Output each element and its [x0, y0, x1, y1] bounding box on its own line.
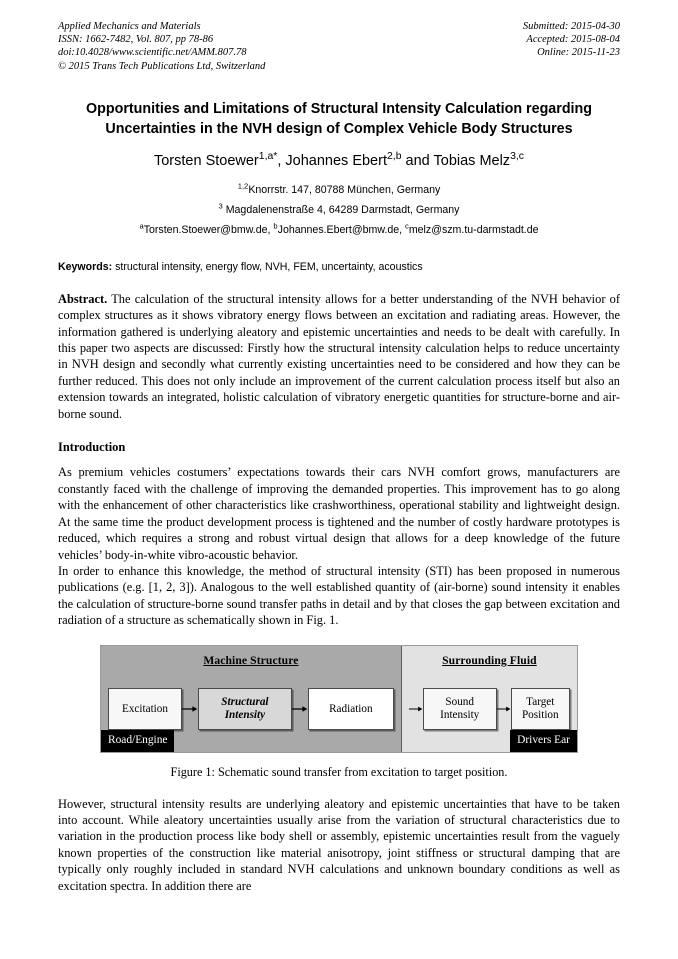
journal-doi: doi:10.4028/www.scientific.net/AMM.807.78	[58, 47, 247, 59]
figure-1	[58, 645, 620, 753]
node-target-position-line1: Target	[526, 696, 555, 709]
affiliation-1-text: Knorrstr. 147, 80788 München, Germany	[248, 183, 441, 196]
diagram-panel-machine-structure	[101, 646, 402, 752]
arrow-structural-intensity-to-radiation	[292, 703, 308, 715]
journal-copyright: © 2015 Trans Tech Publications Ltd, Switzerland	[58, 60, 266, 72]
node-sound-intensity[interactable]	[423, 688, 497, 730]
journal-header-right	[523, 20, 620, 60]
node-structural-intensity-line2: Intensity	[224, 709, 266, 722]
node-sound-intensity-line2: Intensity	[440, 709, 480, 722]
diagram-panel-surrounding-fluid	[402, 646, 577, 752]
email-1-superscript: a	[139, 221, 144, 231]
affiliation-2-superscript: 3	[218, 201, 223, 211]
abstract-text: The calculation of the structural intensity allows for a better understanding of the NVH behavior of complex structures as it shows vibratory energy flows between an excitation and radiating areas. However, the information gathered is underlying aleatory and epistemic uncertainties and needs to be dealt with carefully. In this paper two aspects are discussed: Firstly how the structural intensity calculation helps to reduce uncertainty in NVH design and secondly what currently existing uncertainties need to be considered and how they can be further reduced. This does not only include an improvement of the current calculation process itself but also an extension towards an integrated, holistic calculation of vibratory energetic quantities for structure-borne and air-borne sound.	[58, 291, 620, 421]
intro-paragraph-3: However, structural intensity results are underlying aleatory and epistemic uncertainties that have to be taken into account. While aleatory uncertainties usually arise from the variation of structural characteristics due to variation in the production process like body shell or assembly, epistemic uncertainties result from the vaguely known properties of the construction like material anisotropy, joint stiffness or structural damping that are typically only roughly included in standard NVH calculations and unknown boundary conditions as well as excitation spectra. In addition there are	[58, 796, 620, 893]
section-heading-introduction: Introduction	[58, 440, 126, 455]
arrow-right-icon	[409, 703, 423, 715]
node-structural-intensity[interactable]	[198, 688, 292, 730]
affiliation-1-superscript: 1,2	[237, 181, 249, 191]
intro-paragraph-2: In order to enhance this knowledge, the method of structural intensity (STI) has been proposed in numerous publications (e.g. [1, 2, 3]). Analogous to the well established quantity of (air-borne) sound intensity it enables the calculation of structure-borne sound transfer paths in detail and by that closes the gap between excitation and radiation of a structure as schematically shown in Fig. 1.	[58, 563, 620, 628]
journal-name: Applied Mechanics and Materials	[58, 21, 201, 32]
panel-title-surrounding-fluid: Surrounding Fluid	[442, 653, 537, 667]
node-excitation[interactable]	[108, 688, 182, 730]
affiliation-1	[58, 180, 620, 200]
keywords-label: Keywords:	[58, 260, 113, 273]
arrow-right-icon	[497, 703, 511, 715]
affiliation-2	[58, 200, 620, 220]
node-excitation-label: Excitation	[122, 702, 168, 715]
node-sound-intensity-label	[440, 696, 479, 722]
node-structural-intensity-label	[221, 696, 268, 722]
author-separator-2: and	[401, 152, 434, 169]
author-3-superscript: 3,c	[510, 150, 524, 162]
keywords-line	[58, 260, 620, 274]
journal-header-left	[58, 20, 265, 73]
email-2-superscript: b	[273, 221, 278, 231]
node-radiation-label: Radiation	[329, 702, 373, 715]
page-title: Opportunities and Limitations of Structural Intensity Calculation regarding Uncertainties in the NVH design of Complex Vehicle Body Structures	[86, 100, 592, 137]
figure-1-caption: Figure 1: Schematic sound transfer from excitation to target position.	[170, 764, 508, 779]
author-1-name: Torsten Stoewer	[153, 152, 259, 169]
arrow-sound-intensity-to-target-position	[497, 703, 511, 715]
online-date: Online: 2015-11-23	[537, 47, 620, 59]
node-radiation[interactable]	[308, 688, 394, 730]
email-2[interactable]: Johannes.Ebert@bmw.de,	[277, 223, 406, 236]
arrow-excitation-to-structural-intensity	[182, 703, 198, 715]
corresponding-author-marker: *	[273, 150, 278, 162]
schematic-diagram	[100, 645, 578, 753]
journal-header	[58, 20, 620, 73]
author-3-name: Tobias Melz	[433, 152, 511, 169]
node-structural-intensity-line1: Structural	[221, 696, 269, 709]
arrow-right-icon	[182, 703, 198, 715]
node-target-position-label	[522, 696, 559, 722]
email-1[interactable]: Torsten.Stoewer@bmw.de,	[143, 223, 274, 236]
author-2-superscript: 2,b	[386, 150, 402, 162]
author-list	[58, 151, 620, 171]
node-target-position[interactable]	[511, 688, 570, 730]
arrow-right-icon	[292, 703, 308, 715]
affiliation-2-text: Magdalenenstraße 4, 64289 Darmstadt, Germany	[222, 203, 460, 216]
abstract-paragraph	[58, 291, 620, 422]
author-separator-1: ,	[277, 152, 286, 169]
panel-title-machine-structure: Machine Structure	[203, 653, 299, 667]
author-1-superscript: 1,a	[258, 150, 274, 162]
email-3-superscript: c	[405, 221, 409, 231]
keywords-value: structural intensity, energy flow, NVH, FEM, uncertainty, acoustics	[112, 260, 423, 273]
node-sound-intensity-line1: Sound	[445, 696, 474, 709]
tag-drivers-ear: Drivers Ear	[510, 730, 577, 752]
author-emails	[58, 220, 620, 240]
tag-road-engine: Road/Engine	[101, 730, 174, 752]
arrow-radiation-to-sound-intensity	[409, 703, 423, 715]
node-target-position-line2: Position	[521, 709, 559, 722]
submitted-date: Submitted: 2015-04-30	[522, 21, 620, 32]
intro-paragraph-1: As premium vehicles costumers’ expectations towards their cars NVH comfort grows, manufacturers are constantly faced with the challenge of improving the demanded properties. This improvement has to go along with the enhancement of other characteristics like crashworthiness, operational stability and lightweight design. At the same time the product development process is tightened and the number of costly hardware prototypes is reduced, which requires a strong and robust virtual design that allows for a deep knowledge of the future vehicles’ body-in-white vibro-acoustic behavior.	[58, 465, 620, 562]
journal-issn-volume: ISSN: 1662-7482, Vol. 807, pp 78-86	[58, 34, 214, 46]
author-2-name: Johannes Ebert	[285, 152, 387, 169]
abstract-label: Abstract.	[58, 291, 108, 306]
email-3[interactable]: melz@szm.tu-darmstadt.de	[408, 223, 539, 236]
accepted-date: Accepted: 2015-08-04	[526, 34, 620, 46]
